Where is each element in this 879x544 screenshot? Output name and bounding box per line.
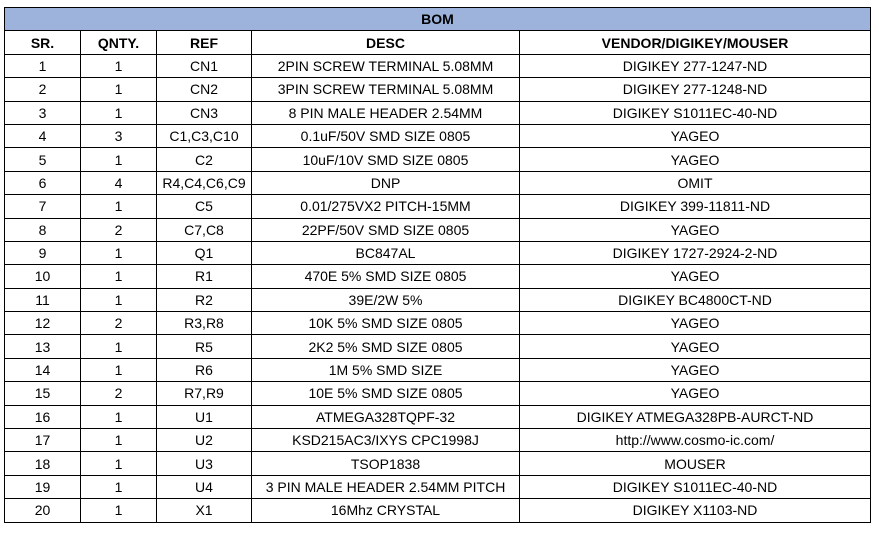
- cell-sr: 18: [5, 452, 81, 475]
- table-row: [5, 312, 871, 335]
- cell-ref: R2: [157, 288, 252, 311]
- table-row: [5, 78, 871, 101]
- cell-vendor: DIGIKEY 277-1247-ND: [520, 54, 871, 77]
- cell-qty: 1: [81, 335, 157, 358]
- table-row: [5, 475, 871, 498]
- cell-desc: 0.1uF/50V SMD SIZE 0805: [252, 124, 520, 147]
- cell-sr: 9: [5, 241, 81, 264]
- cell-vendor: MOUSER: [520, 452, 871, 475]
- cell-qty: 1: [81, 475, 157, 498]
- cell-ref: R7,R9: [157, 382, 252, 405]
- cell-qty: 4: [81, 171, 157, 194]
- cell-sr: 16: [5, 405, 81, 428]
- cell-vendor: DIGIKEY ATMEGA328PB-AURCT-ND: [520, 405, 871, 428]
- cell-desc: 16Mhz CRYSTAL: [252, 499, 520, 522]
- cell-sr: 12: [5, 312, 81, 335]
- cell-qty: 2: [81, 312, 157, 335]
- title-row: [5, 8, 871, 31]
- cell-ref: C7,C8: [157, 218, 252, 241]
- cell-desc: 10E 5% SMD SIZE 0805: [252, 382, 520, 405]
- table-row: [5, 452, 871, 475]
- cell-desc: 2PIN SCREW TERMINAL 5.08MM: [252, 54, 520, 77]
- cell-qty: 1: [81, 54, 157, 77]
- header-sr: SR.: [5, 31, 81, 54]
- cell-sr: 1: [5, 54, 81, 77]
- cell-sr: 10: [5, 265, 81, 288]
- cell-ref: CN3: [157, 101, 252, 124]
- table-row: [5, 358, 871, 381]
- table-row: [5, 288, 871, 311]
- cell-vendor: DIGIKEY 277-1248-ND: [520, 78, 871, 101]
- cell-qty: 1: [81, 288, 157, 311]
- cell-sr: 20: [5, 499, 81, 522]
- table-row: [5, 148, 871, 171]
- cell-ref: U4: [157, 475, 252, 498]
- cell-vendor: DIGIKEY 399-11811-ND: [520, 195, 871, 218]
- table-row: [5, 195, 871, 218]
- cell-qty: 1: [81, 148, 157, 171]
- cell-desc: 10K 5% SMD SIZE 0805: [252, 312, 520, 335]
- table-title: BOM: [5, 8, 871, 31]
- cell-ref: R6: [157, 358, 252, 381]
- cell-ref: C1,C3,C10: [157, 124, 252, 147]
- bom-sheet: [4, 7, 870, 523]
- cell-vendor: YAGEO: [520, 124, 871, 147]
- cell-sr: 7: [5, 195, 81, 218]
- cell-vendor: DIGIKEY BC4800CT-ND: [520, 288, 871, 311]
- cell-vendor: http://www.cosmo-ic.com/: [520, 429, 871, 452]
- cell-desc: DNP: [252, 171, 520, 194]
- cell-ref: C5: [157, 195, 252, 218]
- cell-qty: 2: [81, 218, 157, 241]
- cell-ref: R5: [157, 335, 252, 358]
- cell-vendor: YAGEO: [520, 382, 871, 405]
- header-vendor: VENDOR/DIGIKEY/MOUSER: [520, 31, 871, 54]
- header-ref: REF: [157, 31, 252, 54]
- cell-ref: CN1: [157, 54, 252, 77]
- cell-ref: X1: [157, 499, 252, 522]
- cell-sr: 14: [5, 358, 81, 381]
- cell-ref: C2: [157, 148, 252, 171]
- header-qty: QNTY.: [81, 31, 157, 54]
- table-row: [5, 499, 871, 522]
- cell-desc: 1M 5% SMD SIZE: [252, 358, 520, 381]
- table-row: [5, 124, 871, 147]
- cell-qty: 1: [81, 499, 157, 522]
- cell-ref: U1: [157, 405, 252, 428]
- cell-desc: TSOP1838: [252, 452, 520, 475]
- header-row: [5, 31, 871, 54]
- table-row: [5, 335, 871, 358]
- cell-vendor: YAGEO: [520, 312, 871, 335]
- table-row: [5, 429, 871, 452]
- table-row: [5, 241, 871, 264]
- table-row: [5, 218, 871, 241]
- cell-desc: 2K2 5% SMD SIZE 0805: [252, 335, 520, 358]
- cell-qty: 3: [81, 124, 157, 147]
- cell-vendor: OMIT: [520, 171, 871, 194]
- cell-qty: 1: [81, 405, 157, 428]
- cell-desc: BC847AL: [252, 241, 520, 264]
- cell-ref: Q1: [157, 241, 252, 264]
- cell-desc: KSD215AC3/IXYS CPC1998J: [252, 429, 520, 452]
- cell-vendor: DIGIKEY S1011EC-40-ND: [520, 475, 871, 498]
- table-row: [5, 101, 871, 124]
- table-row: [5, 382, 871, 405]
- cell-qty: 1: [81, 265, 157, 288]
- cell-vendor: YAGEO: [520, 358, 871, 381]
- bom-table: [4, 7, 871, 523]
- cell-ref: CN2: [157, 78, 252, 101]
- cell-desc: 22PF/50V SMD SIZE 0805: [252, 218, 520, 241]
- cell-vendor: DIGIKEY 1727-2924-2-ND: [520, 241, 871, 264]
- header-desc: DESC: [252, 31, 520, 54]
- cell-ref: U2: [157, 429, 252, 452]
- cell-sr: 19: [5, 475, 81, 498]
- cell-sr: 17: [5, 429, 81, 452]
- cell-desc: 8 PIN MALE HEADER 2.54MM: [252, 101, 520, 124]
- cell-qty: 1: [81, 101, 157, 124]
- cell-sr: 8: [5, 218, 81, 241]
- cell-vendor: DIGIKEY S1011EC-40-ND: [520, 101, 871, 124]
- cell-sr: 15: [5, 382, 81, 405]
- cell-ref: R1: [157, 265, 252, 288]
- cell-sr: 11: [5, 288, 81, 311]
- cell-vendor: YAGEO: [520, 335, 871, 358]
- table-row: [5, 405, 871, 428]
- cell-ref: U3: [157, 452, 252, 475]
- cell-desc: 3 PIN MALE HEADER 2.54MM PITCH: [252, 475, 520, 498]
- cell-qty: 1: [81, 195, 157, 218]
- cell-qty: 1: [81, 452, 157, 475]
- cell-ref: R4,C4,C6,C9: [157, 171, 252, 194]
- table-row: [5, 171, 871, 194]
- cell-sr: 3: [5, 101, 81, 124]
- cell-vendor: YAGEO: [520, 148, 871, 171]
- cell-vendor: YAGEO: [520, 218, 871, 241]
- cell-sr: 4: [5, 124, 81, 147]
- table-row: [5, 265, 871, 288]
- cell-qty: 1: [81, 78, 157, 101]
- table-row: [5, 54, 871, 77]
- cell-qty: 1: [81, 241, 157, 264]
- cell-desc: 0.01/275VX2 PITCH-15MM: [252, 195, 520, 218]
- cell-qty: 2: [81, 382, 157, 405]
- cell-desc: 3PIN SCREW TERMINAL 5.08MM: [252, 78, 520, 101]
- cell-qty: 1: [81, 429, 157, 452]
- cell-desc: 39E/2W 5%: [252, 288, 520, 311]
- cell-qty: 1: [81, 358, 157, 381]
- cell-desc: ATMEGA328TQPF-32: [252, 405, 520, 428]
- cell-sr: 2: [5, 78, 81, 101]
- cell-sr: 13: [5, 335, 81, 358]
- cell-sr: 5: [5, 148, 81, 171]
- cell-sr: 6: [5, 171, 81, 194]
- cell-desc: 10uF/10V SMD SIZE 0805: [252, 148, 520, 171]
- bom-body: [5, 54, 871, 522]
- cell-vendor: YAGEO: [520, 265, 871, 288]
- cell-desc: 470E 5% SMD SIZE 0805: [252, 265, 520, 288]
- cell-vendor: DIGIKEY X1103-ND: [520, 499, 871, 522]
- cell-ref: R3,R8: [157, 312, 252, 335]
